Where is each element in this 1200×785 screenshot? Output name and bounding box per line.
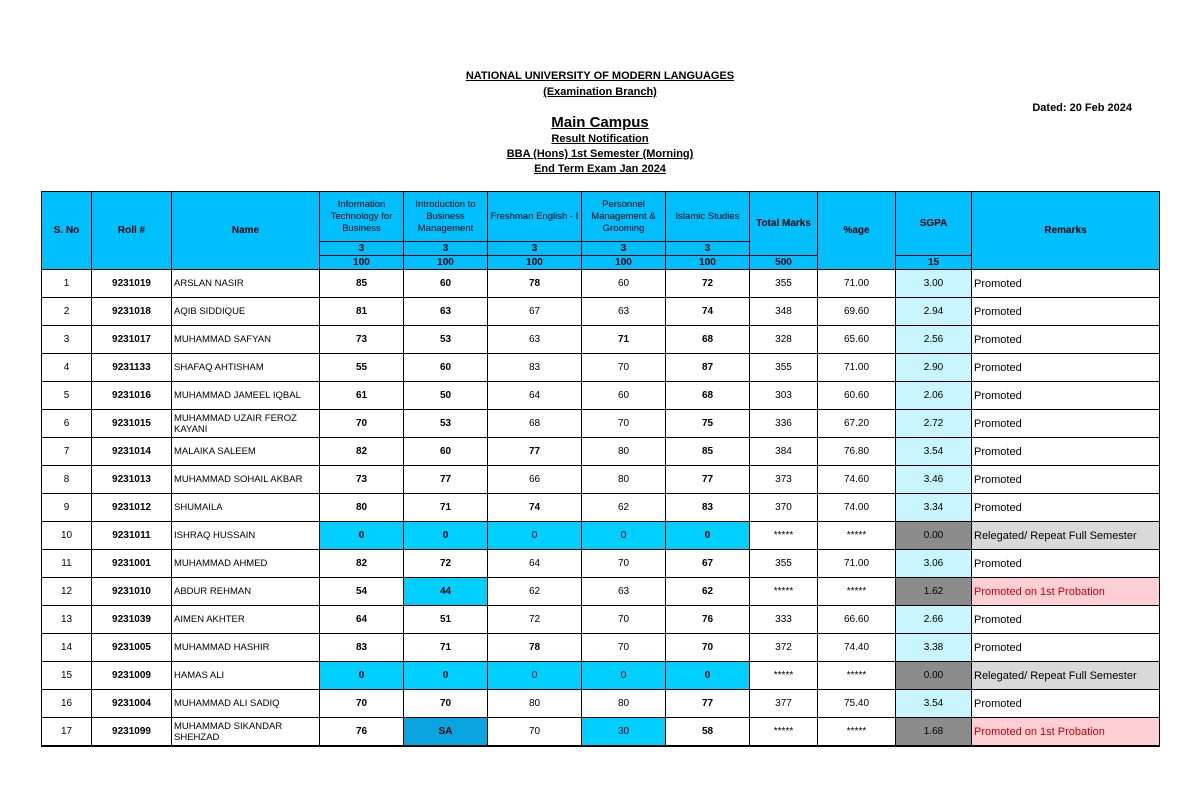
row-sgpa: 1.68 (896, 718, 972, 747)
row-name: MUHAMMAD AHMED (172, 550, 320, 578)
header-sgpa: SGPA (896, 192, 972, 256)
row-remarks: Promoted (972, 438, 1160, 466)
row-mark-5: 75 (666, 410, 750, 438)
row-total: 355 (750, 354, 818, 382)
row-sgpa: 3.34 (896, 494, 972, 522)
row-sno: 16 (42, 690, 92, 718)
row-mark-3: 64 (488, 550, 582, 578)
row-mark-1: 55 (320, 354, 404, 382)
table-row (42, 326, 1160, 354)
row-mark-4: 70 (582, 354, 666, 382)
row-mark-4: 0 (582, 662, 666, 690)
table-row (42, 522, 1160, 550)
header-credits-2: 3 (404, 242, 488, 256)
row-sgpa: 2.72 (896, 410, 972, 438)
row-name: ABDUR REHMAN (172, 578, 320, 606)
row-pct: 60.60 (818, 382, 896, 410)
row-roll: 9231019 (92, 270, 172, 298)
row-mark-5: 77 (666, 690, 750, 718)
row-sno: 15 (42, 662, 92, 690)
row-mark-4: 80 (582, 466, 666, 494)
row-sno: 9 (42, 494, 92, 522)
row-total: 355 (750, 550, 818, 578)
row-pct: 71.00 (818, 550, 896, 578)
row-sgpa: 0.00 (896, 662, 972, 690)
row-mark-3: 63 (488, 326, 582, 354)
table-row (42, 382, 1160, 410)
row-remarks: Promoted (972, 634, 1160, 662)
row-sgpa: 2.56 (896, 326, 972, 354)
row-sno: 17 (42, 718, 92, 747)
header-sno: S. No (42, 192, 92, 270)
row-sno: 3 (42, 326, 92, 354)
row-sgpa: 0.00 (896, 522, 972, 550)
row-sno: 11 (42, 550, 92, 578)
exam-title: End Term Exam Jan 2024 (534, 163, 666, 175)
row-sgpa: 3.54 (896, 690, 972, 718)
row-sgpa: 3.38 (896, 634, 972, 662)
row-mark-3: 0 (488, 522, 582, 550)
row-roll: 9231133 (92, 354, 172, 382)
row-name: MUHAMMAD SIKANDAR SHEHZAD (172, 718, 320, 747)
row-mark-1: 81 (320, 298, 404, 326)
branch-name: (Examination Branch) (543, 86, 657, 98)
row-mark-2: 77 (404, 466, 488, 494)
row-sgpa: 2.94 (896, 298, 972, 326)
header-subject-2: Introduction to Business Management (404, 192, 488, 242)
row-name: MUHAMMAD JAMEEL IQBAL (172, 382, 320, 410)
row-name: MALAIKA SALEEM (172, 438, 320, 466)
row-remarks: Promoted (972, 690, 1160, 718)
header-subject-1: Information Technology for Business (320, 192, 404, 242)
row-mark-2: 0 (404, 662, 488, 690)
row-mark-2: 60 (404, 438, 488, 466)
row-total: ***** (750, 578, 818, 606)
row-roll: 9231015 (92, 410, 172, 438)
row-pct: 74.60 (818, 466, 896, 494)
row-remarks: Promoted on 1st Probation (972, 578, 1160, 606)
row-mark-3: 66 (488, 466, 582, 494)
row-total: 328 (750, 326, 818, 354)
header-subject-4: Personnel Management & Grooming (582, 192, 666, 242)
row-mark-2: 44 (404, 578, 488, 606)
row-mark-4: 30 (582, 718, 666, 747)
row-mark-4: 80 (582, 690, 666, 718)
table-row (42, 494, 1160, 522)
row-name: SHAFAQ AHTISHAM (172, 354, 320, 382)
row-total: 355 (750, 270, 818, 298)
row-mark-4: 60 (582, 382, 666, 410)
row-sgpa: 3.06 (896, 550, 972, 578)
row-pct: 74.00 (818, 494, 896, 522)
row-mark-1: 76 (320, 718, 404, 747)
row-mark-1: 0 (320, 662, 404, 690)
row-name: SHUMAILA (172, 494, 320, 522)
row-mark-2: 71 (404, 494, 488, 522)
row-mark-2: 50 (404, 382, 488, 410)
result-table (41, 191, 1160, 747)
row-mark-4: 0 (582, 522, 666, 550)
row-pct: 66.60 (818, 606, 896, 634)
table-row (42, 662, 1160, 690)
row-remarks: Promoted (972, 606, 1160, 634)
row-sno: 8 (42, 466, 92, 494)
row-mark-2: 71 (404, 634, 488, 662)
row-name: MUHAMMAD SOHAIL AKBAR (172, 466, 320, 494)
row-mark-5: 72 (666, 270, 750, 298)
dated-label: Dated: 20 Feb 2024 (1032, 102, 1132, 114)
row-mark-3: 72 (488, 606, 582, 634)
row-sgpa: 2.66 (896, 606, 972, 634)
row-pct: 71.00 (818, 354, 896, 382)
row-roll: 9231039 (92, 606, 172, 634)
row-total: ***** (750, 718, 818, 747)
row-roll: 9231005 (92, 634, 172, 662)
row-pct: ***** (818, 578, 896, 606)
row-remarks: Promoted (972, 354, 1160, 382)
row-mark-2: 70 (404, 690, 488, 718)
table-row (42, 298, 1160, 326)
row-total: 373 (750, 466, 818, 494)
header-credits-4: 3 (582, 242, 666, 256)
row-total: 377 (750, 690, 818, 718)
university-name: NATIONAL UNIVERSITY OF MODERN LANGUAGES (465, 70, 735, 82)
header-max-2: 100 (404, 256, 488, 270)
row-remarks: Promoted (972, 382, 1160, 410)
row-roll: 9231012 (92, 494, 172, 522)
row-name: MUHAMMAD HASHIR (172, 634, 320, 662)
row-total: 384 (750, 438, 818, 466)
row-pct: ***** (818, 718, 896, 747)
row-sno: 14 (42, 634, 92, 662)
header-credits-5: 3 (666, 242, 750, 256)
row-roll: 9231001 (92, 550, 172, 578)
row-mark-5: 0 (666, 522, 750, 550)
program-title: BBA (Hons) 1st Semester (Morning) (506, 148, 694, 160)
row-total: ***** (750, 522, 818, 550)
row-name: MUHAMMAD SAFYAN (172, 326, 320, 354)
row-mark-4: 70 (582, 634, 666, 662)
row-mark-3: 62 (488, 578, 582, 606)
row-sno: 7 (42, 438, 92, 466)
row-mark-3: 70 (488, 718, 582, 747)
header-credits-3: 3 (488, 242, 582, 256)
row-total: 336 (750, 410, 818, 438)
row-pct: 74.40 (818, 634, 896, 662)
header-credits-1: 3 (320, 242, 404, 256)
row-mark-3: 83 (488, 354, 582, 382)
row-mark-5: 62 (666, 578, 750, 606)
header-max-1: 100 (320, 256, 404, 270)
row-mark-3: 0 (488, 662, 582, 690)
row-sno: 1 (42, 270, 92, 298)
row-roll: 9231018 (92, 298, 172, 326)
row-remarks: Promoted on 1st Probation (972, 718, 1160, 747)
row-remarks: Promoted (972, 270, 1160, 298)
row-mark-2: 60 (404, 270, 488, 298)
row-mark-2: 51 (404, 606, 488, 634)
table-row (42, 690, 1160, 718)
row-remarks: Relegated/ Repeat Full Semester (972, 662, 1160, 690)
row-pct: 65.60 (818, 326, 896, 354)
row-sno: 13 (42, 606, 92, 634)
header-total: Total Marks (750, 192, 818, 256)
row-mark-5: 87 (666, 354, 750, 382)
row-mark-2: SA (404, 718, 488, 747)
row-total: 348 (750, 298, 818, 326)
row-roll: 9231011 (92, 522, 172, 550)
row-mark-4: 71 (582, 326, 666, 354)
table-row (42, 634, 1160, 662)
row-mark-1: 85 (320, 270, 404, 298)
row-mark-5: 77 (666, 466, 750, 494)
row-sgpa: 3.54 (896, 438, 972, 466)
row-pct: 75.40 (818, 690, 896, 718)
table-row (42, 466, 1160, 494)
row-mark-4: 80 (582, 438, 666, 466)
table-row (42, 438, 1160, 466)
row-mark-3: 67 (488, 298, 582, 326)
row-sno: 6 (42, 410, 92, 438)
row-name: AQIB SIDDIQUE (172, 298, 320, 326)
row-mark-3: 64 (488, 382, 582, 410)
row-roll: 9231017 (92, 326, 172, 354)
row-mark-5: 0 (666, 662, 750, 690)
row-mark-1: 80 (320, 494, 404, 522)
row-sno: 10 (42, 522, 92, 550)
row-roll: 9231016 (92, 382, 172, 410)
table-row (42, 578, 1160, 606)
row-pct: ***** (818, 522, 896, 550)
row-mark-5: 58 (666, 718, 750, 747)
row-remarks: Promoted (972, 298, 1160, 326)
table-row (42, 270, 1160, 298)
row-remarks: Promoted (972, 410, 1160, 438)
row-mark-5: 70 (666, 634, 750, 662)
header-max-3: 100 (488, 256, 582, 270)
row-mark-2: 63 (404, 298, 488, 326)
row-sgpa: 3.46 (896, 466, 972, 494)
row-mark-3: 74 (488, 494, 582, 522)
table-row (42, 606, 1160, 634)
row-mark-4: 63 (582, 578, 666, 606)
row-remarks: Promoted (972, 466, 1160, 494)
row-mark-5: 85 (666, 438, 750, 466)
row-total: ***** (750, 662, 818, 690)
header-pct: %age (818, 192, 896, 270)
header-remarks: Remarks (972, 192, 1160, 270)
table-row (42, 550, 1160, 578)
row-mark-5: 68 (666, 326, 750, 354)
row-pct: ***** (818, 662, 896, 690)
row-mark-3: 80 (488, 690, 582, 718)
row-sgpa: 3.00 (896, 270, 972, 298)
header-max-5: 100 (666, 256, 750, 270)
row-sno: 4 (42, 354, 92, 382)
header-sgpa-max: 15 (896, 256, 972, 270)
row-mark-3: 68 (488, 410, 582, 438)
row-sgpa: 1.62 (896, 578, 972, 606)
table-row (42, 718, 1160, 747)
row-mark-4: 60 (582, 270, 666, 298)
row-total: 370 (750, 494, 818, 522)
row-mark-2: 53 (404, 410, 488, 438)
row-mark-1: 73 (320, 326, 404, 354)
row-remarks: Promoted (972, 550, 1160, 578)
row-mark-2: 60 (404, 354, 488, 382)
row-mark-1: 70 (320, 690, 404, 718)
row-mark-1: 54 (320, 578, 404, 606)
row-sgpa: 2.06 (896, 382, 972, 410)
row-total: 333 (750, 606, 818, 634)
row-mark-2: 53 (404, 326, 488, 354)
row-mark-5: 76 (666, 606, 750, 634)
row-name: ARSLAN NASIR (172, 270, 320, 298)
row-pct: 76.80 (818, 438, 896, 466)
row-mark-1: 70 (320, 410, 404, 438)
header-name: Name (172, 192, 320, 270)
row-mark-1: 82 (320, 438, 404, 466)
row-mark-5: 68 (666, 382, 750, 410)
row-mark-4: 62 (582, 494, 666, 522)
row-roll: 9231010 (92, 578, 172, 606)
row-roll: 9231013 (92, 466, 172, 494)
row-mark-3: 78 (488, 634, 582, 662)
row-mark-1: 64 (320, 606, 404, 634)
row-roll: 9231014 (92, 438, 172, 466)
row-mark-2: 0 (404, 522, 488, 550)
row-remarks: Relegated/ Repeat Full Semester (972, 522, 1160, 550)
row-mark-4: 70 (582, 606, 666, 634)
row-mark-4: 70 (582, 550, 666, 578)
row-mark-1: 61 (320, 382, 404, 410)
row-name: MUHAMMAD UZAIR FEROZ KAYANI (172, 410, 320, 438)
row-mark-5: 74 (666, 298, 750, 326)
row-total: 303 (750, 382, 818, 410)
row-mark-5: 67 (666, 550, 750, 578)
row-mark-1: 73 (320, 466, 404, 494)
row-mark-3: 77 (488, 438, 582, 466)
row-pct: 67.20 (818, 410, 896, 438)
row-total: 372 (750, 634, 818, 662)
row-pct: 69.60 (818, 298, 896, 326)
row-sgpa: 2.90 (896, 354, 972, 382)
row-mark-1: 82 (320, 550, 404, 578)
row-sno: 2 (42, 298, 92, 326)
table-row (42, 354, 1160, 382)
header-roll: Roll # (92, 192, 172, 270)
row-pct: 71.00 (818, 270, 896, 298)
row-sno: 5 (42, 382, 92, 410)
row-mark-1: 83 (320, 634, 404, 662)
row-mark-4: 70 (582, 410, 666, 438)
notification-title: Result Notification (551, 133, 649, 145)
row-mark-1: 0 (320, 522, 404, 550)
row-roll: 9231004 (92, 690, 172, 718)
row-sno: 12 (42, 578, 92, 606)
header-subject-5: Islamic Studies (666, 192, 750, 242)
row-mark-4: 63 (582, 298, 666, 326)
row-mark-2: 72 (404, 550, 488, 578)
row-mark-5: 83 (666, 494, 750, 522)
row-name: AIMEN AKHTER (172, 606, 320, 634)
row-name: ISHRAQ HUSSAIN (172, 522, 320, 550)
row-name: HAMAS ALI (172, 662, 320, 690)
table-row (42, 410, 1160, 438)
row-mark-3: 78 (488, 270, 582, 298)
row-name: MUHAMMAD ALI SADIQ (172, 690, 320, 718)
row-roll: 9231099 (92, 718, 172, 747)
header-subject-3: Freshman English - I (488, 192, 582, 242)
header-total-max: 500 (750, 256, 818, 270)
row-roll: 9231009 (92, 662, 172, 690)
row-remarks: Promoted (972, 494, 1160, 522)
row-remarks: Promoted (972, 326, 1160, 354)
campus-title: Main Campus (551, 114, 649, 131)
header-max-4: 100 (582, 256, 666, 270)
